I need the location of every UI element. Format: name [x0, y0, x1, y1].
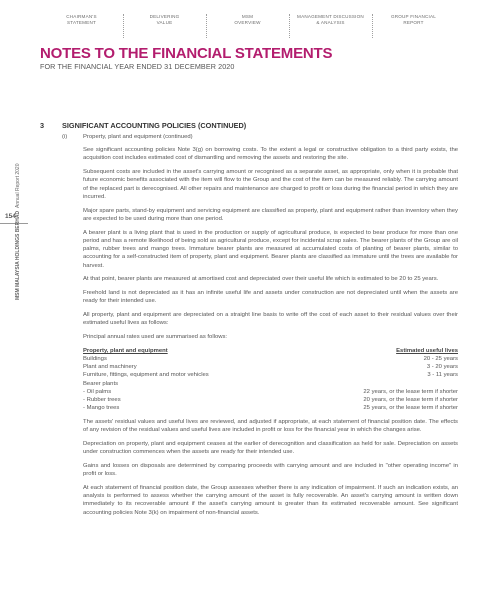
notes-body	[83, 146, 458, 522]
paragraph-borrowing-costs: See significant accounting policies Note 3(g) on borrowing costs. To the extent a legal or constructive obligation to a third party exists, the acquisition cost includes estimated cost of dismantling and removing the assets and restoring the site.	[83, 147, 458, 162]
top-navigation	[40, 14, 455, 38]
table-cell-asset: - Rubber trees	[83, 396, 121, 403]
sidebar-report-label	[14, 163, 22, 300]
table-header	[83, 347, 458, 355]
nav-management-discussion[interactable]: MANAGEMENT DISCUSSION & ANALYSIS	[289, 14, 372, 38]
table-row	[83, 371, 458, 379]
subsection-number: (i)	[62, 134, 68, 140]
nav-chairmans-statement[interactable]: CHAIRMAN'S STATEMENT	[66, 14, 97, 25]
useful-lives-table	[83, 347, 458, 413]
page-subtitle: FOR THE FINANCIAL YEAR ENDED 31 DECEMBER 2020	[40, 62, 235, 71]
table-cell-asset: Buildings	[83, 355, 107, 362]
table-cell-asset: - Mango trees	[83, 405, 120, 412]
nav-delivering-value[interactable]: DELIVERING VALUE	[123, 14, 206, 38]
paragraph-principal-rates: Principal annual rates used are summarised as follows:	[83, 334, 228, 341]
table-header-lives: Estimated useful lives	[396, 347, 458, 354]
table-cell-life: 20 years, or the lease term if shorter	[363, 396, 458, 403]
paragraph-subsequent-costs: Subsequent costs are included in the asset's carrying amount or recognised as a separate asset, as appropriate, only when it is probable that future economic benefits associated with the item will flow to the Group and the cost of the item can be measured reliably. The carrying amount of the replaced part is derecognised. All other repairs and maintenance are charged to profit or loss during the financial period in which they are incurred.	[83, 168, 458, 200]
table-cell-life: 25 years, or the lease term if shorter	[363, 405, 458, 412]
section-title: SIGNIFICANT ACCOUNTING POLICIES (CONTINUED)	[62, 121, 247, 130]
table-cell-life: 3 - 20 years	[426, 364, 458, 371]
sidebar-report-name: Annual Report 2020	[15, 163, 21, 209]
paragraph-spare-parts: Major spare parts, stand-by equipment and servicing equipment are classified as property, plant and equipment rather than inventory when they are expected to be used during more than one period.	[83, 207, 458, 222]
page-number: 154	[5, 213, 16, 220]
table-row	[83, 404, 458, 412]
paragraph-residual-values: The assets' residual values and useful lives are reviewed, and adjusted if appropriate, at each statement of financial position date. The effects of any revision of the residual values and useful lives are included in profit or loss for the financial year in which the changes arise.	[83, 418, 458, 434]
nav-group-financial-report[interactable]: GROUP FINANCIAL REPORT	[372, 14, 455, 38]
page-title: NOTES TO THE FINANCIAL STATEMENTS	[40, 45, 333, 62]
paragraph-straight-line: All property, plant and equipment are depreciated on a straight line basis to write off the cost of each asset to their residual values over their estimated useful lives as follows:	[83, 312, 458, 327]
table-row	[83, 363, 458, 371]
table-header-asset: Property, plant and equipment	[83, 347, 168, 354]
paragraph-bearer-plant: A bearer plant is a living plant that is used in the production or supply of agricultural produce, is expected to bear produce for more than one period and has a remote likelihood of being sold as agricultural produce, except for incidental scrap sales. The bearer plants of the Group are oil palms, rubber trees and mango trees. Immature bearer plants are measured at accumulated costs of planting of bearer plants, similar to accounting for a self-constructed item of property, plant and equipment. Bearer plants are classified as immature until the trees are available for harvest.	[83, 229, 458, 269]
paragraph-freehold-land: Freehold land is not depreciated as it has an infinite useful life and assets under construction are not depreciated until when the assets are ready for their intended use.	[83, 290, 458, 305]
paragraph-amortised-cost: At that point, bearer plants are measured at amortised cost and depreciated over their useful life which is estimated to be 20 to 25 years.	[83, 276, 439, 283]
sidebar-company-name: MSM MALAYSIA HOLDINGS BERHAD	[15, 210, 21, 300]
table-cell-life: 22 years, or the lease term if shorter	[363, 388, 458, 395]
page-number-divider	[0, 223, 28, 224]
table-cell-asset: Bearer plants	[83, 380, 119, 387]
table-cell-asset: - Oil palms	[83, 388, 112, 395]
paragraph-gains-losses: Gains and losses on disposals are determined by comparing proceeds with carrying amount and are included in "other operating income" in profit or loss.	[83, 462, 458, 478]
subsection-title: Property, plant and equipment (continued)	[83, 134, 193, 140]
table-row	[83, 380, 458, 388]
section-number: 3	[40, 121, 45, 130]
table-cell-asset: Plant and machinery	[83, 364, 137, 371]
table-row	[83, 388, 458, 396]
paragraph-depreciation-ceases: Depreciation on property, plant and equipment ceases at the earlier of derecognition and classification as held for sale. Depreciation on assets under construction commences when the assets are ready for their intended use.	[83, 440, 458, 456]
subsection-heading	[62, 134, 193, 140]
table-cell-life: 3 - 11 years	[427, 372, 458, 379]
table-cell-asset: Furniture, fittings, equipment and motor vehicles	[83, 372, 209, 379]
section-heading	[40, 121, 246, 130]
table-row	[83, 355, 458, 363]
nav-msm-overview[interactable]: MSM OVERVIEW	[206, 14, 289, 38]
table-row	[83, 396, 458, 404]
table-cell-life: 20 - 25 years	[423, 355, 458, 362]
paragraph-impairment: At each statement of financial position date, the Group assesses whether there is any indication of impairment. If such an indication exists, an analysis is performed to assess whether the carrying amount of the asset is fully recoverable. An asset's carrying amount is written down immediately to its recoverable amount if the asset's carrying amount is greater than its estimated recoverable amount. See significant accounting policies Note 3(k) on impairment of non-financial assets.	[83, 484, 458, 516]
